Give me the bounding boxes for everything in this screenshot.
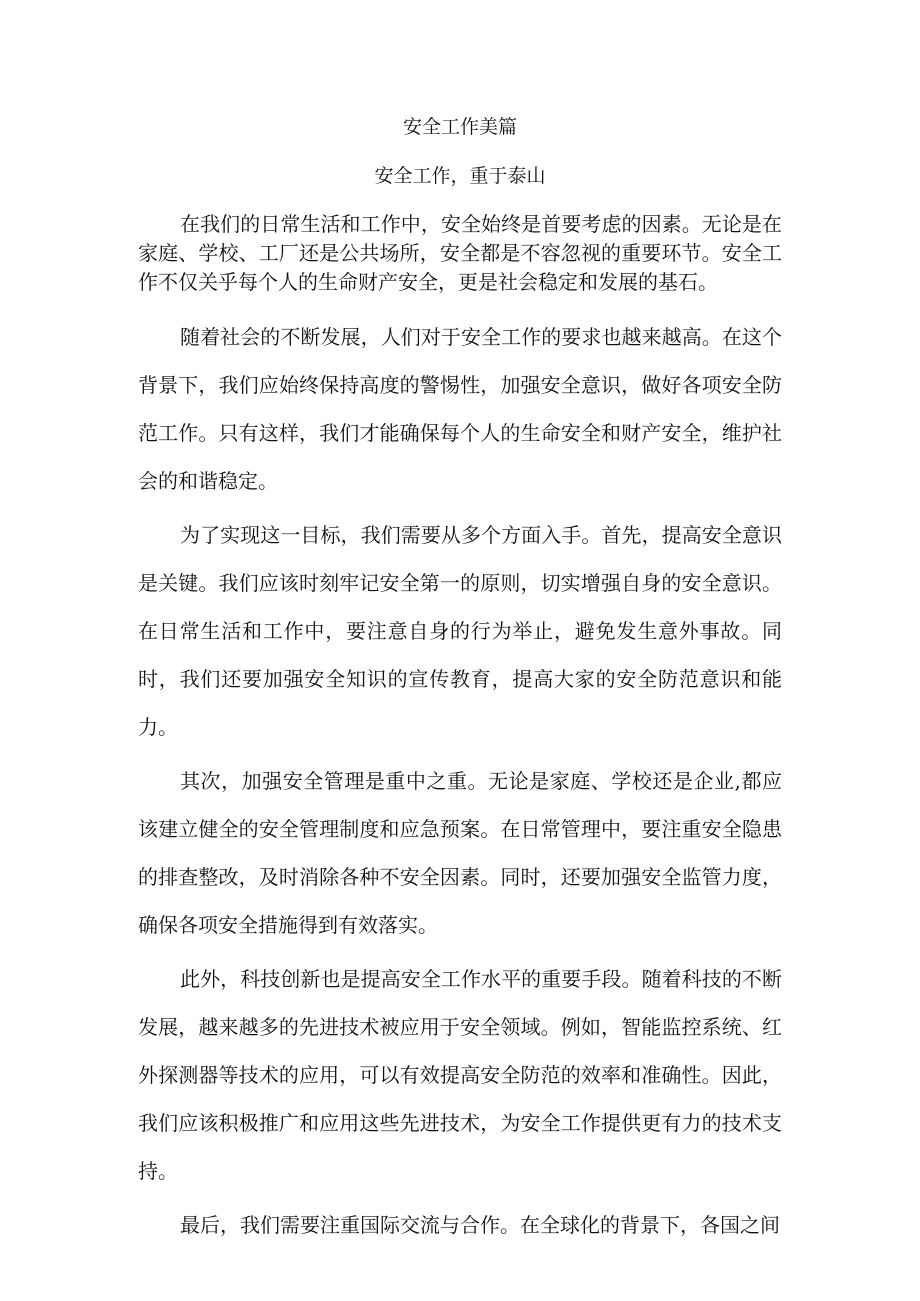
document-title: 安全工作美篇 bbox=[402, 116, 517, 138]
paragraph-5: 此外，科技创新也是提高安全工作水平的重要手段。随着科技的不断发展，越来越多的先进技术被应用于安全领域。例如，智能监控系统、红外探测器等技术的应用，可以有效提高安全防范的效率和准确性。因此，我们应该积极推广和应用这些先进技术，为安全工作提供更有力的技术支持。 bbox=[138, 967, 782, 1183]
paragraph-6: 最后，我们需要注重国际交流与合作。在全球化的背景下，各国之间 bbox=[180, 1213, 780, 1237]
paragraph-3: 为了实现这一目标，我们需要从多个方面入手。首先，提高安全意识是关键。我们应该时刻牢记安全第一的原则，切实增强自身的安全意识。在日常生活和工作中，要注意自身的行为举止，避免发生意外事故。同时，我们还要加强安全知识的宣传教育，提高大家的安全防范意识和能力。 bbox=[138, 523, 782, 739]
paragraph-4: 其次，加强安全管理是重中之重。无论是家庭、学校还是企业,都应该建立健全的安全管理制度和应急预案。在日常管理中，要注重安全隐患的排查整改，及时消除各种不安全因素。同时，还要加强安全监管力度，确保各项安全措施得到有效落实。 bbox=[138, 769, 782, 937]
paragraph-1: 在我们的日常生活和工作中，安全始终是首要考虑的因素。无论是在家庭、学校、工厂还是公共场所，安全都是不容忽视的重要环节。安全工作不仅关乎每个人的生命财产安全，更是社会稳定和发展的基石。 bbox=[138, 212, 782, 294]
document-subtitle: 安全工作，重于泰山 bbox=[374, 165, 546, 187]
document-body bbox=[138, 210, 782, 1255]
paragraph-2: 随着社会的不断发展，人们对于安全工作的要求也越来越高。在这个背景下，我们应始终保持高度的警惕性，加强安全意识，做好各项安全防范工作。只有这样，我们才能确保每个人的生命安全和财产安全，维护社会的和谐稳定。 bbox=[138, 325, 782, 493]
